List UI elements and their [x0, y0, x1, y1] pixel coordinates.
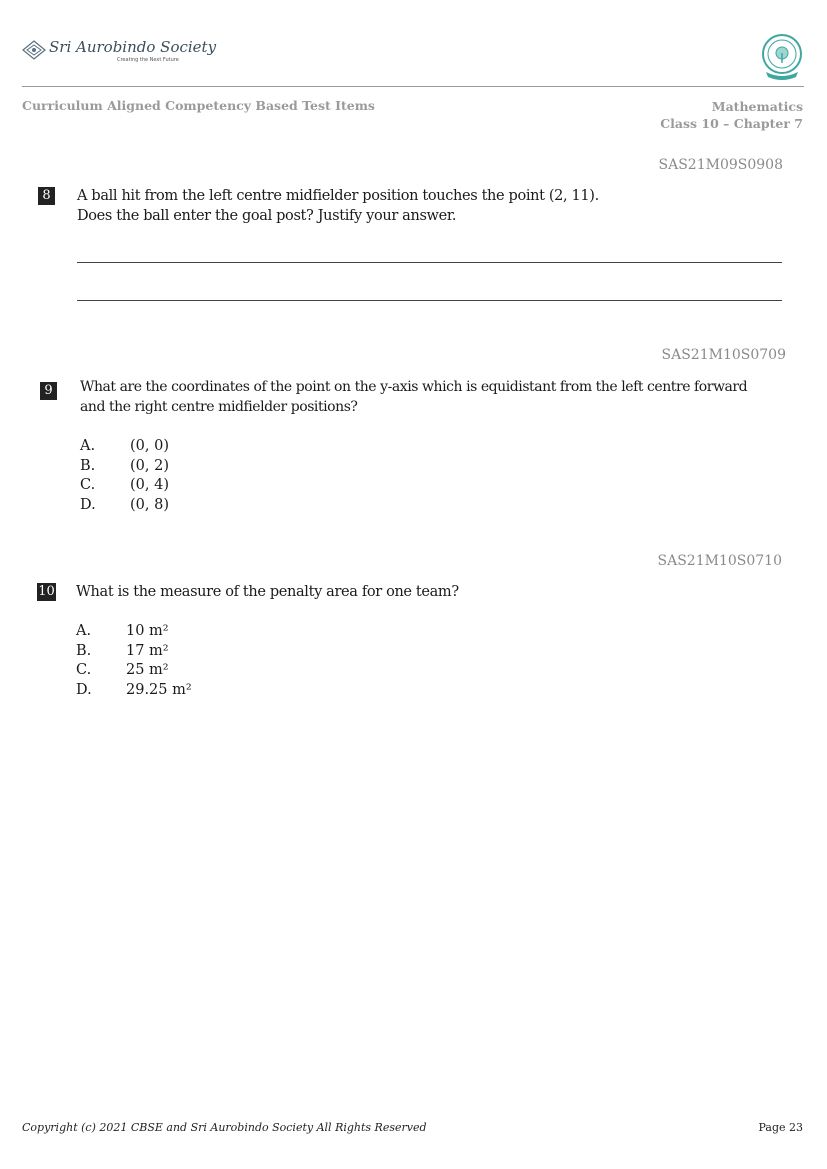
question-code: SAS21M10S0709 — [661, 347, 786, 363]
answer-line[interactable] — [77, 300, 782, 301]
subject-class-block — [660, 98, 803, 132]
question-10-text — [76, 582, 796, 602]
question-text-line: What are the coordinates of the point on the y-axis which is equidistant from the left centre forward — [80, 379, 748, 395]
class-chapter-label: Class 10 – Chapter 7 — [660, 116, 803, 131]
option-c[interactable] — [76, 661, 296, 681]
question-text-line: What is the measure of the penalty area for one team? — [76, 584, 459, 600]
question-8-text — [77, 186, 797, 226]
option-d[interactable] — [76, 681, 296, 701]
option-value: 10 m² — [126, 623, 169, 639]
option-a[interactable] — [80, 437, 280, 457]
question-10-options — [76, 622, 296, 700]
option-value: (0, 2) — [130, 457, 169, 474]
society-emblem-icon — [22, 40, 46, 60]
option-label: D. — [80, 496, 96, 513]
document-title: Curriculum Aligned Competency Based Test Items — [22, 98, 375, 113]
option-b[interactable] — [80, 457, 280, 477]
option-b[interactable] — [76, 642, 296, 662]
cbse-seal-logo — [760, 33, 804, 81]
question-9-text — [80, 377, 805, 417]
question-number-badge: 8 — [38, 187, 55, 205]
question-text-line: Does the ball enter the goal post? Justify your answer. — [77, 208, 457, 224]
option-value: (0, 4) — [130, 477, 169, 493]
copyright-notice: Copyright (c) 2021 CBSE and Sri Aurobindo Society All Rights Reserved — [22, 1121, 427, 1134]
answer-line[interactable] — [77, 262, 782, 263]
org-name: Sri Aurobindo Society — [49, 38, 217, 56]
option-label: C. — [76, 662, 92, 678]
option-value: 29.25 m² — [126, 681, 192, 698]
question-number-badge: 9 — [40, 382, 57, 400]
option-c[interactable] — [80, 476, 280, 496]
cbse-seal-icon — [760, 33, 804, 81]
header-rule — [22, 86, 804, 87]
option-value: 17 m² — [126, 642, 169, 659]
option-label: A. — [80, 438, 96, 454]
question-number-badge: 10 — [38, 584, 55, 599]
option-label: B. — [80, 457, 96, 474]
option-a[interactable] — [76, 622, 296, 642]
question-text-line: and the right centre midfielder positions? — [80, 399, 358, 415]
option-label: A. — [76, 623, 92, 639]
option-value: (0, 8) — [130, 496, 169, 513]
option-label: D. — [76, 681, 92, 698]
option-value: 25 m² — [126, 662, 169, 678]
page-number: Page 23 — [758, 1121, 803, 1134]
org-tagline: Creating the Next Future — [117, 57, 179, 63]
question-text-line: A ball hit from the left centre midfielder position touches the point (2, 11). — [77, 188, 599, 204]
subject-label: Mathematics — [711, 99, 803, 114]
option-d[interactable] — [80, 496, 280, 516]
option-label: B. — [76, 642, 92, 659]
question-9-options — [80, 437, 280, 515]
option-value: (0, 0) — [130, 438, 169, 454]
sri-aurobindo-society-logo — [22, 36, 217, 68]
option-label: C. — [80, 477, 96, 493]
question-code: SAS21M10S0710 — [657, 553, 782, 569]
question-code: SAS21M09S0908 — [658, 157, 783, 173]
